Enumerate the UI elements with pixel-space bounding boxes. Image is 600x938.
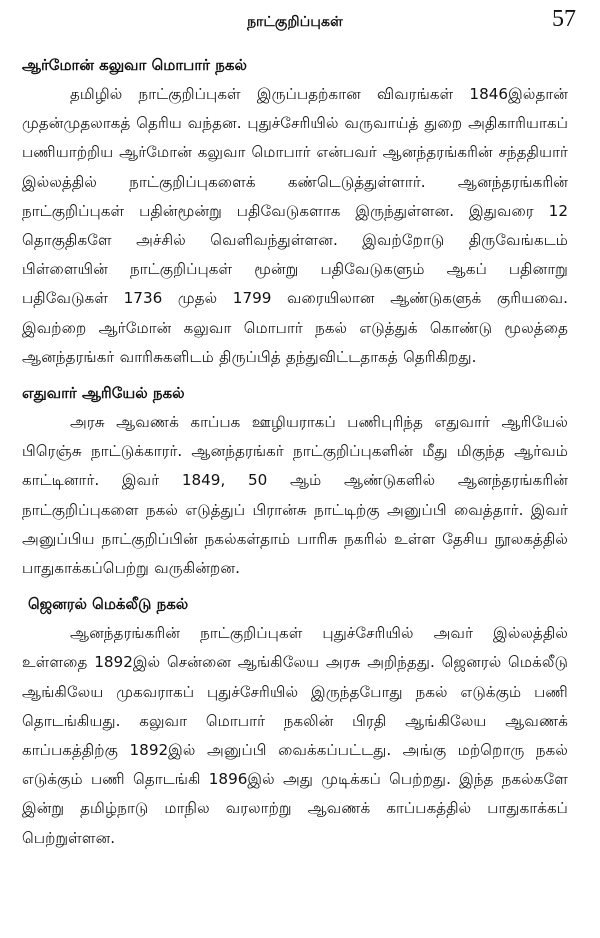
section-armon-galuva-mobar: [22, 56, 568, 372]
section-heading: ஆர்மோன் கலுவா மொபார் நகல்: [22, 56, 247, 74]
section-body: ஆனந்தரங்கரின் நாட்குறிப்புகள் புதுச்சேரியில் அவர் இல்லத்தில் உள்ளதை 1892இல் சென்னை ஆங்கிலேய அரசு அறிந்தது. ஜெனரல் மெக்லீடு ஆங்கிலேய முகவராகப் புதுச்சேரியில் இருந்தபோது நகல் எடுக்கும் பணி தொடங்கியது. கலுவா மொபார் நகலின் பிரதி ஆங்கிலேய ஆவணக் காப்பகத்திற்கு 1892இல் அனுப்பி வைக்கப்பட்டது. அங்கு மற்றொரு நகல் எடுக்கும் பணி தொடங்கி 1896இல் அது முடிக்கப் பெற்றது. இந்த நகல்களே இன்று தமிழ்நாடு மாநில வரலாற்று ஆவணக் காப்பகத்தில் பாதுகாக்கப் பெற்றுள்ளன.: [22, 624, 568, 847]
page-number: 57: [552, 6, 576, 32]
running-title: நாட்குறிப்புகள்: [247, 14, 343, 30]
section-general-mcleod: [22, 595, 568, 853]
running-header: [22, 0, 576, 44]
section-heading: ஜெனரல் மெக்லீடு நகல்: [28, 595, 189, 614]
section-eduvar-ariel: [22, 384, 568, 583]
section-body: அரசு ஆவணக் காப்பக ஊழியராகப் பணிபுரிந்த எதுவார் ஆரியேல் பிரெஞ்சு நாட்டுக்காரர். ஆனந்தரங்கர் நாட்குறிப்புகளின் மீது மிகுந்த ஆர்வம் காட்டினார். இவர் 1849, 50 ஆம் ஆண்டுகளில் ஆனந்தரங்கரின் நாட்குறிப்புகளை நகல் எடுத்துப் பிரான்சு நாட்டிற்கு அனுப்பி வைத்தார். இவர் அனுப்பிய நாட்குறிப்பின் நகல்கள்தாம் பாரிசு நகரில் உள்ள தேசிய நூலகத்தில் பாதுகாக்கப்பெற்று வருகின்றன.: [22, 413, 568, 578]
section-heading: எதுவார் ஆரியேல் நகல்: [22, 384, 185, 403]
section-body: தமிழில் நாட்குறிப்புகள் இருப்பதற்கான விவரங்கள் 1846இல்தான் முதன்முதலாகத் தெரிய வந்தன. புதுச்சேரியில் வருவாய்த் துறை அதிகாரியாகப் பணியாற்றிய ஆர்மோன் கலுவா மொபார் என்பவர் ஆனந்தரங்கரின் சந்ததியார் இல்லத்தில் நாட்குறிப்புகளைக் கண்டெடுத்துள்ளார். ஆனந்தரங்கரின் நாட்குறிப்புகள் பதின்மூன்று பதிவேடுகளாக இருந்துள்ளன. இதுவரை 12 தொகுதிகளே அச்சில் வெளிவந்துள்ளன. இவற்றோடு திருவேங்கடம் பிள்ளையின் நாட்குறிப்புகள் மூன்று பதிவேடுகளும் ஆகப் பதினாறு பதிவேடுகள் 1736 முதல் 1799 வரையிலான ஆண்டுகளுக் குரியவை. இவற்றை ஆர்மோன் கலுவா மொபார் நகல் எடுத்துக் கொண்டு மூலத்தை ஆனந்தரங்கர் வாரிசுகளிடம் திருப்பித் தந்துவிட்டதாகத் தெரிகிறது.: [22, 85, 568, 366]
